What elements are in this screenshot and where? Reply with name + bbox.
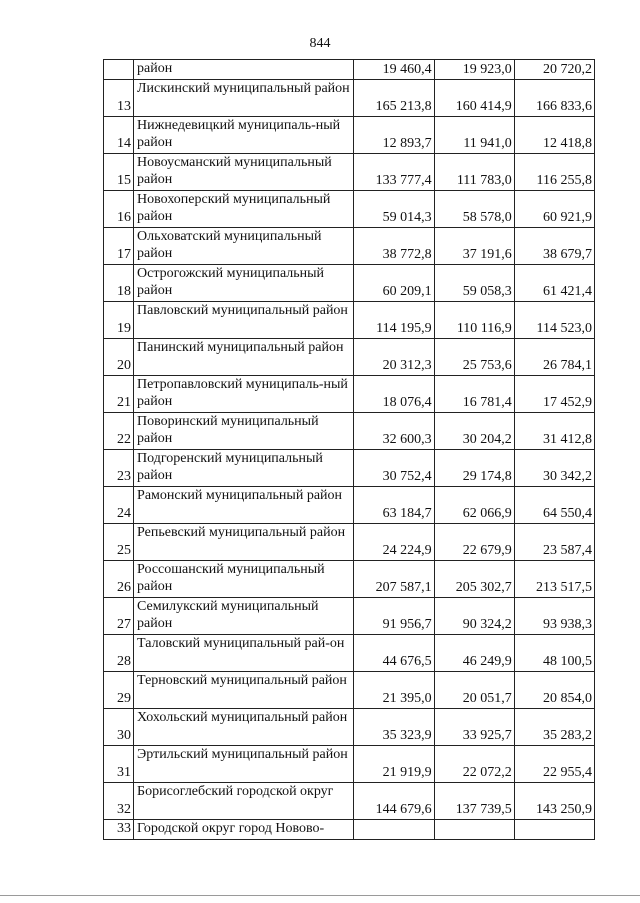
value-col-3: 26 784,1 <box>514 339 594 376</box>
table-body <box>104 60 595 840</box>
table-row <box>104 561 595 598</box>
row-number: 14 <box>104 117 134 154</box>
municipality-name: район <box>134 60 354 80</box>
value-col-3: 12 418,8 <box>514 117 594 154</box>
value-col-2: 37 191,6 <box>434 228 514 265</box>
row-number: 13 <box>104 80 134 117</box>
table-row <box>104 339 595 376</box>
row-number: 24 <box>104 487 134 524</box>
value-col-1: 207 587,1 <box>354 561 434 598</box>
value-col-2: 205 302,7 <box>434 561 514 598</box>
row-number: 17 <box>104 228 134 265</box>
value-col-2: 22 679,9 <box>434 524 514 561</box>
value-col-3: 22 955,4 <box>514 746 594 783</box>
table-row <box>104 376 595 413</box>
value-col-3: 30 342,2 <box>514 450 594 487</box>
value-col-2: 16 781,4 <box>434 376 514 413</box>
value-col-2: 90 324,2 <box>434 598 514 635</box>
municipality-name: Нижнедевицкий муниципаль-ный район <box>134 117 354 154</box>
value-col-3: 116 255,8 <box>514 154 594 191</box>
value-col-1: 60 209,1 <box>354 265 434 302</box>
value-col-3: 17 452,9 <box>514 376 594 413</box>
value-col-2 <box>434 820 514 840</box>
bottom-rule <box>0 895 640 896</box>
table-row <box>104 265 595 302</box>
municipality-name: Хохольский муниципальный район <box>134 709 354 746</box>
value-col-3: 20 854,0 <box>514 672 594 709</box>
value-col-2: 111 783,0 <box>434 154 514 191</box>
value-col-2: 20 051,7 <box>434 672 514 709</box>
value-col-3: 20 720,2 <box>514 60 594 80</box>
municipality-name: Лискинский муниципальный район <box>134 80 354 117</box>
table-row <box>104 117 595 154</box>
municipality-name: Таловский муниципальный рай-он <box>134 635 354 672</box>
municipality-name: Новохоперский муниципальный район <box>134 191 354 228</box>
table-row <box>104 672 595 709</box>
municipality-name: Новоусманский муниципальный район <box>134 154 354 191</box>
municipality-name: Петропавловский муниципаль-ный район <box>134 376 354 413</box>
municipality-name: Россошанский муниципальный район <box>134 561 354 598</box>
page-number: 844 <box>309 36 331 51</box>
table-row <box>104 154 595 191</box>
municipality-name: Борисоглебский городской округ <box>134 783 354 820</box>
value-col-3: 213 517,5 <box>514 561 594 598</box>
row-number: 18 <box>104 265 134 302</box>
value-col-1: 63 184,7 <box>354 487 434 524</box>
value-col-2: 25 753,6 <box>434 339 514 376</box>
value-col-1: 20 312,3 <box>354 339 434 376</box>
table-row <box>104 413 595 450</box>
row-number: 25 <box>104 524 134 561</box>
row-number: 16 <box>104 191 134 228</box>
municipality-name: Терновский муниципальный район <box>134 672 354 709</box>
value-col-3: 64 550,4 <box>514 487 594 524</box>
table-row <box>104 450 595 487</box>
municipality-name: Панинский муниципальный район <box>134 339 354 376</box>
value-col-2: 46 249,9 <box>434 635 514 672</box>
value-col-1: 35 323,9 <box>354 709 434 746</box>
value-col-3: 166 833,6 <box>514 80 594 117</box>
value-col-2: 29 174,8 <box>434 450 514 487</box>
value-col-1: 30 752,4 <box>354 450 434 487</box>
row-number: 31 <box>104 746 134 783</box>
row-number: 30 <box>104 709 134 746</box>
value-col-3 <box>514 820 594 840</box>
value-col-1: 114 195,9 <box>354 302 434 339</box>
value-col-3: 38 679,7 <box>514 228 594 265</box>
value-col-1: 19 460,4 <box>354 60 434 80</box>
row-number: 21 <box>104 376 134 413</box>
value-col-2: 59 058,3 <box>434 265 514 302</box>
row-number: 33 <box>104 820 134 840</box>
value-col-2: 137 739,5 <box>434 783 514 820</box>
value-col-1: 12 893,7 <box>354 117 434 154</box>
value-col-2: 160 414,9 <box>434 80 514 117</box>
value-col-3: 48 100,5 <box>514 635 594 672</box>
municipality-name: Городской округ город Новово- <box>134 820 354 840</box>
row-number: 29 <box>104 672 134 709</box>
row-number: 23 <box>104 450 134 487</box>
table-row <box>104 228 595 265</box>
row-number: 32 <box>104 783 134 820</box>
value-col-3: 23 587,4 <box>514 524 594 561</box>
municipality-name: Ольховатский муниципальный район <box>134 228 354 265</box>
value-col-1: 91 956,7 <box>354 598 434 635</box>
value-col-1: 32 600,3 <box>354 413 434 450</box>
value-col-1: 165 213,8 <box>354 80 434 117</box>
table-row <box>104 820 595 840</box>
table-row <box>104 80 595 117</box>
row-number: 22 <box>104 413 134 450</box>
table-row <box>104 783 595 820</box>
value-col-1 <box>354 820 434 840</box>
value-col-1: 18 076,4 <box>354 376 434 413</box>
value-col-3: 61 421,4 <box>514 265 594 302</box>
value-col-2: 22 072,2 <box>434 746 514 783</box>
table-row <box>104 487 595 524</box>
table-row <box>104 598 595 635</box>
value-col-2: 62 066,9 <box>434 487 514 524</box>
value-col-1: 21 919,9 <box>354 746 434 783</box>
table-row <box>104 746 595 783</box>
row-number: 20 <box>104 339 134 376</box>
value-col-3: 114 523,0 <box>514 302 594 339</box>
table-row <box>104 302 595 339</box>
value-col-1: 38 772,8 <box>354 228 434 265</box>
value-col-1: 24 224,9 <box>354 524 434 561</box>
municipality-name: Подгоренский муниципальный район <box>134 450 354 487</box>
value-col-2: 58 578,0 <box>434 191 514 228</box>
value-col-3: 35 283,2 <box>514 709 594 746</box>
table-row <box>104 191 595 228</box>
value-col-1: 44 676,5 <box>354 635 434 672</box>
value-col-1: 144 679,6 <box>354 783 434 820</box>
budget-table <box>103 59 595 840</box>
municipality-name: Эртильский муниципальный район <box>134 746 354 783</box>
value-col-3: 60 921,9 <box>514 191 594 228</box>
value-col-2: 30 204,2 <box>434 413 514 450</box>
value-col-1: 21 395,0 <box>354 672 434 709</box>
table-row <box>104 60 595 80</box>
value-col-1: 133 777,4 <box>354 154 434 191</box>
row-number <box>104 60 134 80</box>
value-col-1: 59 014,3 <box>354 191 434 228</box>
municipality-name: Острогожский муниципальный район <box>134 265 354 302</box>
value-col-2: 110 116,9 <box>434 302 514 339</box>
table-row <box>104 709 595 746</box>
row-number: 19 <box>104 302 134 339</box>
table-row <box>104 524 595 561</box>
table-row <box>104 635 595 672</box>
municipality-name: Рамонский муниципальный район <box>134 487 354 524</box>
row-number: 27 <box>104 598 134 635</box>
row-number: 15 <box>104 154 134 191</box>
value-col-2: 33 925,7 <box>434 709 514 746</box>
municipality-name: Репьевский муниципальный район <box>134 524 354 561</box>
municipality-name: Поворинский муниципальный район <box>134 413 354 450</box>
value-col-3: 143 250,9 <box>514 783 594 820</box>
row-number: 28 <box>104 635 134 672</box>
municipality-name: Павловский муниципальный район <box>134 302 354 339</box>
municipality-name: Семилукский муниципальный район <box>134 598 354 635</box>
value-col-2: 11 941,0 <box>434 117 514 154</box>
row-number: 26 <box>104 561 134 598</box>
value-col-3: 31 412,8 <box>514 413 594 450</box>
value-col-3: 93 938,3 <box>514 598 594 635</box>
value-col-2: 19 923,0 <box>434 60 514 80</box>
